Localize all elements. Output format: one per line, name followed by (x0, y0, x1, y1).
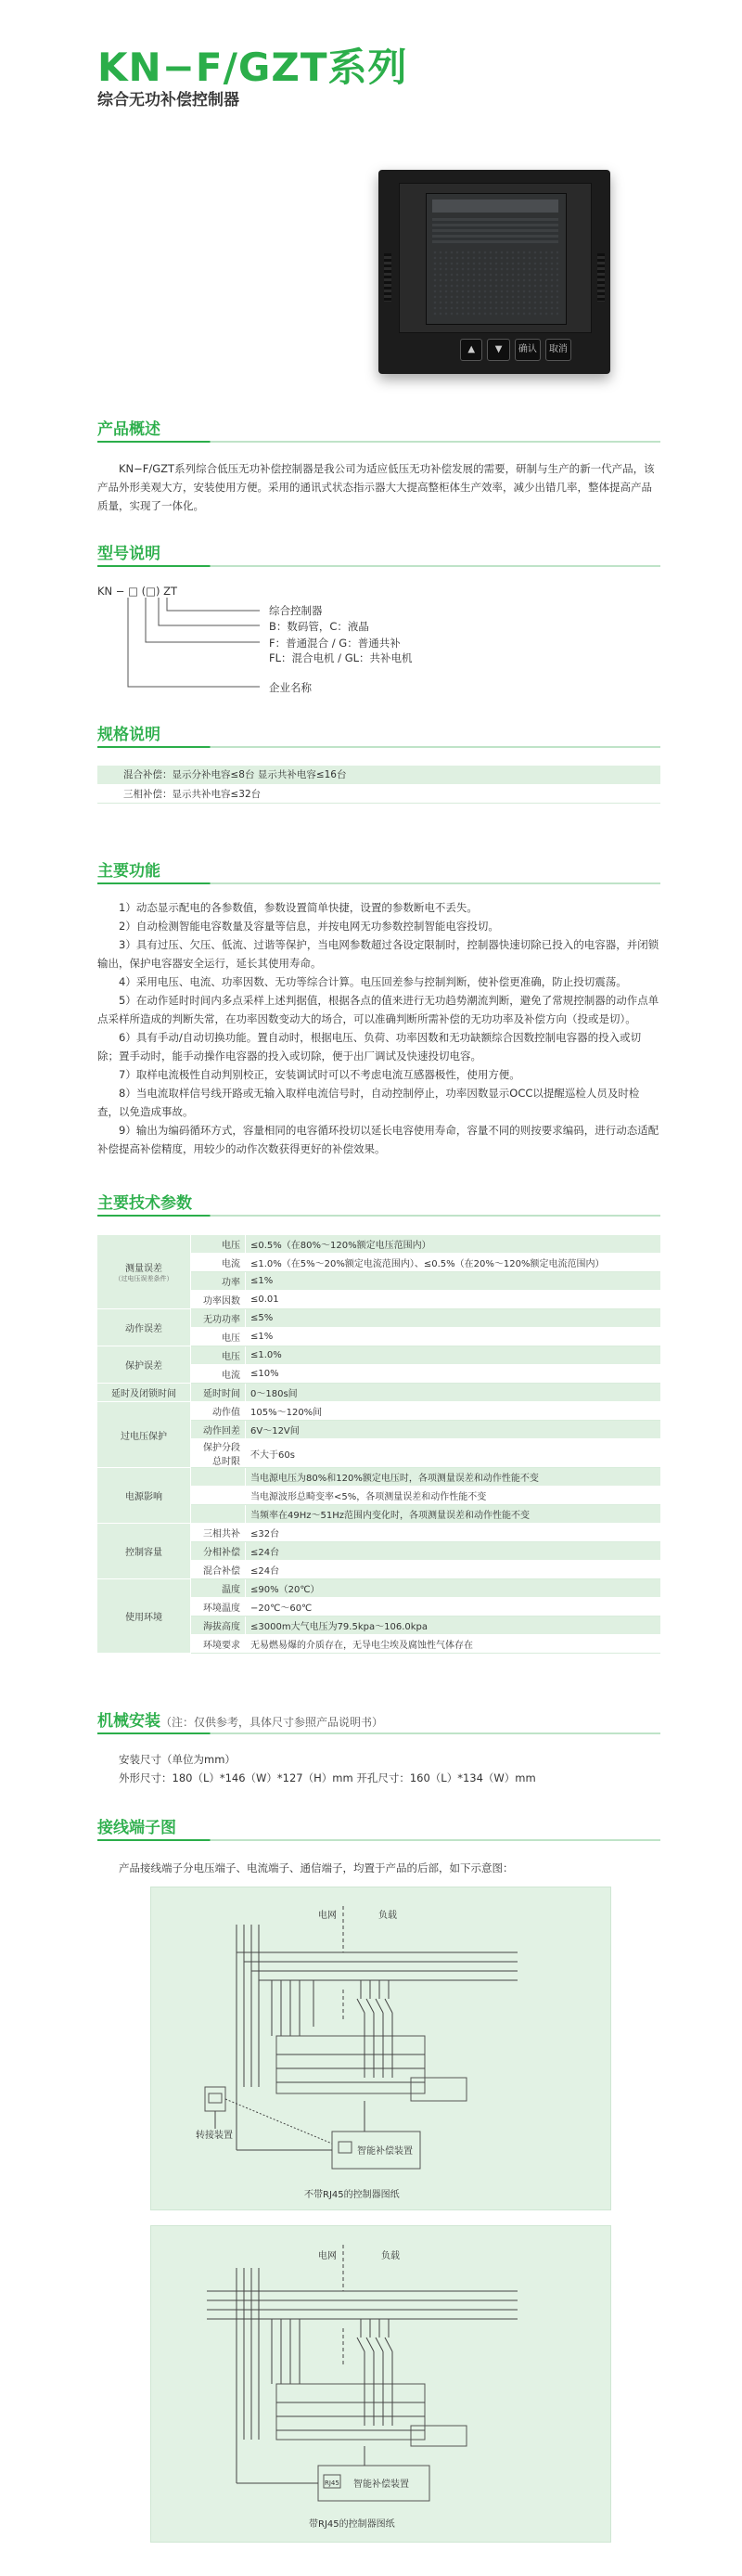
table-row: 保护分段总时限 不大于60s (97, 1439, 660, 1468)
right-vent (597, 253, 605, 302)
function-item: 8）当电流取样信号线开路或无输入取样电流信号时，自动控制停止，功率因数显示OCC以提醒巡检人员及时检查，以免造成事故。 (97, 1087, 640, 1118)
diagram2-caption: 带RJ45的控制器图纸 (309, 2519, 395, 2530)
diagram1-load-label: 负载 (378, 1911, 397, 1921)
table-row: 电压 ≤1% (97, 1328, 660, 1346)
table-row: 功率 ≤1% (97, 1272, 660, 1291)
model-rule (97, 565, 660, 567)
overview-paragraph: KN−F/GZT系列综合低压无功补偿控制器是我公司为适应低压无功补偿发展的需要，研制与生产的新一代产品，该产品外形美观大方，安装使用方便。采用的通讯式状态指示器大大提高整柜体生产效率，减少出错几率，整体提高产品质量，实现了一体化。 (97, 462, 655, 512)
function-item: 1）动态显示配电的各参数值，参数设置简单快捷，设置的参数断电不丢失。 (119, 901, 478, 914)
diagram2-load-label: 负载 (381, 2251, 400, 2261)
device-keypad (460, 339, 571, 363)
diagram2-grid-label: 电网 (318, 2251, 337, 2261)
table-row: 环境要求 无易燃易爆的介质存在，无导电尘埃及腐蚀性气体存在 (97, 1635, 660, 1654)
function-item: 9）输出为编码循环方式，容量相同的电容循环投切以延长电容使用寿命，容量不同的则按要求编码，进行动态适配补偿提高补偿精度，用较少的动作次数获得更好的补偿效果。 (97, 1124, 659, 1155)
wiring-rule (97, 1839, 660, 1841)
functions-heading: 主要功能 (97, 862, 160, 881)
function-item: 3）具有过压、欠压、低流、过谐等保护，当电网参数超过各设定限制时，控制器快速切除已投入的电容器，并闭锁输出，保护电容器安全运行，延长其使用寿命。 (97, 938, 659, 970)
params-heading: 主要技术参数 (97, 1194, 192, 1213)
spec-heading: 规格说明 (97, 726, 160, 744)
table-row: 过电压保护 动作值 105%～120%间 (97, 1402, 660, 1421)
table-row: 使用环境 温度 ≤90%（20℃） (97, 1579, 660, 1598)
params-rule (97, 1215, 660, 1217)
diagram2-controller-label: 智能补偿装置 (353, 2479, 409, 2490)
wiring-heading: 接线端子图 (97, 1819, 176, 1837)
device-screen (426, 193, 567, 325)
wiring-diagram-2 (150, 2225, 611, 2543)
table-row: 分相补偿 ≤24台 (97, 1542, 660, 1561)
install-heading (97, 1707, 383, 1731)
up-key: ▲ (460, 339, 482, 361)
functions-list (97, 898, 660, 1158)
overview-heading: 产品概述 (97, 420, 160, 439)
model-diagram (97, 585, 487, 696)
model-code: KN − □ (□) ZT (97, 585, 178, 598)
spec-rule (97, 746, 660, 748)
function-item: 6）具有手动/自动切换功能。置自动时，根据电压、负荷、功率因数和无功缺额综合因数控制电容器的投入或切除；置手动时，能手动操作电容器的投入或切除，便于出厂调试及快速投切电容。 (97, 1031, 642, 1063)
function-item: 2）自动检测智能电容数量及容量等信息，并按电网无功参数控制智能电容投切。 (119, 920, 499, 933)
model-label-type: F：普通混合 / G：普通共补 (269, 637, 401, 650)
diagram1-svg (151, 1887, 610, 2209)
page-subtitle: 综合无功补偿控制器 (97, 91, 239, 109)
install-rule (97, 1732, 660, 1734)
install-dimensions: 外形尺寸：180（L）*146（W）*127（H）mm 开孔尺寸：160（L）*134（W）mm (119, 1771, 536, 1784)
page-title: KN−F/GZT系列 (97, 45, 408, 90)
model-label-controller: 综合控制器 (269, 604, 323, 617)
table-row: 当频率在49Hz～51Hz范围内变化时，各项测量误差和动作性能不变 (97, 1505, 660, 1524)
diagram1-controller-label: 智能补偿装置 (357, 2146, 413, 2157)
confirm-key: 确认 (515, 339, 541, 361)
table-row: 测量误差 （过电压误差条件） 电压 ≤0.5%（在80%～120%额定电压范围内） (97, 1235, 660, 1254)
diagram2-svg (151, 2226, 610, 2542)
product-image (378, 170, 610, 374)
overview-text (97, 459, 660, 515)
group-cell: 测量误差 （过电压误差条件） (97, 1235, 191, 1309)
table-row: 动作误差 无功功率 ≤5% (97, 1309, 660, 1328)
model-label-motor: FL：混合电机 / GL：共补电机 (269, 651, 413, 664)
function-item: 4）采用电压、电流、功率因数、无功等综合计算。电压回差参与控制判断，使补偿更准确，防止投切震荡。 (119, 975, 627, 988)
function-item: 5）在动作延时时间内多点采样上述判据值，根据各点的值来进行无功趋势潮流判断，避免了常规控制器的动作点单点采样所造成的判断失常，在功率因数变动大的场合，可以准确判断所需补偿的无功功率及补偿方向（投或是切）。 (97, 994, 659, 1025)
down-key: ▼ (487, 339, 509, 361)
table-row: 当电源波形总畸变率<5%，各项测量误差和动作性能不变 (97, 1487, 660, 1505)
wiring-intro: 产品接线端子分电压端子、电流端子、通信端子，均置于产品的后部，如下示意图： (119, 1861, 514, 1874)
params-table (97, 1235, 660, 1654)
table-row: 电流 ≤1.0%（在5%～20%额定电流范围内）、≤0.5%（在20%～120%额定电流范围内） (97, 1254, 660, 1272)
functions-rule (97, 882, 660, 884)
table-row: 电流 ≤10% (97, 1365, 660, 1384)
diagram2-rj45-label: RJ45 (325, 2479, 339, 2487)
model-label-company: 企业名称 (269, 681, 312, 694)
cancel-key: 取消 (545, 339, 571, 361)
table-row: 电源影响 当电源电压为80%和120%额定电压时，各项测量误差和动作性能不变 (97, 1468, 660, 1487)
table-row: 保护误差 电压 ≤1.0% (97, 1346, 660, 1365)
table-row: 功率因数 ≤0.01 (97, 1291, 660, 1309)
diagram1-grid-label: 电网 (318, 1911, 337, 1921)
install-title: 机械安装 (97, 1712, 160, 1731)
model-heading: 型号说明 (97, 545, 160, 563)
table-row: 控制容量 三相共补 ≤32台 (97, 1524, 660, 1542)
table-row: 延时及闭锁时间 延时时间 0～180s间 (97, 1384, 660, 1402)
table-row: 混合补偿 ≤24台 (97, 1561, 660, 1579)
overview-rule (97, 441, 660, 443)
install-text (97, 1750, 660, 1787)
table-row: 海拔高度 ≤3000m大气电压为79.5kpa～106.0kpa (97, 1616, 660, 1635)
table-row: 环境温度 −20℃～60℃ (97, 1598, 660, 1616)
left-vent (384, 253, 391, 302)
function-item: 7）取样电流极性自动判别校正，安装调试时可以不考虑电流互感器极性，使用方便。 (119, 1068, 520, 1081)
install-note: （注：仅供参考，具体尺寸参照产品说明书） (160, 1716, 384, 1729)
diagram1-caption: 不带RJ45的控制器图纸 (304, 2190, 400, 2200)
wiring-diagram-1 (150, 1887, 611, 2210)
device-bezel (399, 183, 592, 333)
install-line: 安装尺寸（单位为mm） (119, 1753, 236, 1766)
spec-row: 混合补偿：显示分补电容≤8台 显示共补电容≤16台 (97, 766, 660, 784)
diagram1-adapter-label: 转接装置 (196, 2131, 233, 2141)
spec-row: 三相补偿：显示共补电容≤32台 (97, 785, 660, 804)
table-row: 动作回差 6V～12V间 (97, 1421, 660, 1439)
model-label-display: B：数码管，C：液晶 (269, 620, 369, 633)
